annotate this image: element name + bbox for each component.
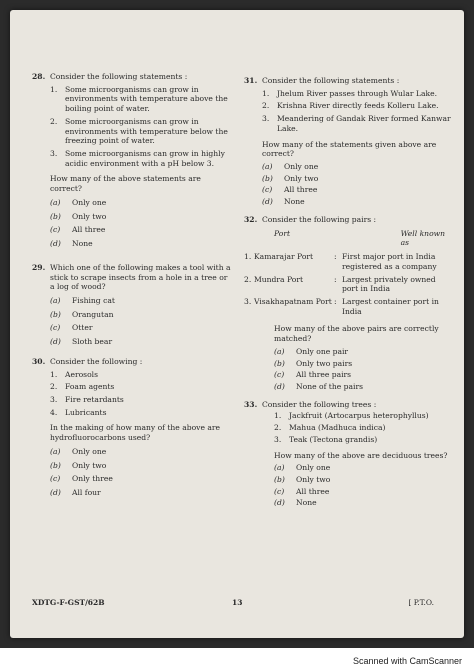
- pair-port: Visakhapatnam Port: [254, 296, 332, 306]
- option: [50, 323, 232, 333]
- option-text: Fishing cat: [72, 295, 115, 305]
- statement: [50, 395, 232, 405]
- option: [50, 239, 232, 249]
- option-letter: (b): [50, 460, 61, 470]
- statement: [262, 114, 454, 133]
- statement-number: 2.: [50, 116, 58, 126]
- statement: [274, 423, 454, 433]
- statement-text: Some microorganisms can grow in highly acidic environment with a pH below 3.: [65, 149, 225, 168]
- option: [274, 359, 454, 369]
- pair-separator: :: [334, 252, 337, 262]
- option-letter: (a): [50, 446, 61, 456]
- option-text: All three: [72, 225, 106, 235]
- option-letter: (b): [274, 358, 285, 368]
- option: [50, 447, 232, 457]
- question-prompt: How many of the above statements are correct?: [50, 174, 201, 194]
- option-letter: (c): [262, 185, 273, 195]
- page-number: 13: [232, 598, 243, 607]
- option-text: Only two: [72, 211, 107, 221]
- option-text: Only two pairs: [296, 358, 353, 368]
- question-number: 33.: [244, 399, 258, 409]
- option-letter: (b): [262, 173, 273, 183]
- option: [262, 197, 454, 207]
- statement: [50, 382, 232, 392]
- statement-text: Fire retardants: [65, 394, 124, 404]
- statement: [50, 149, 232, 168]
- scanner-bar: [0, 648, 474, 670]
- option: [50, 474, 232, 484]
- option-letter: (c): [274, 486, 285, 496]
- statement: [50, 85, 232, 114]
- statement-number: 2.: [50, 382, 58, 392]
- statement: [50, 408, 232, 418]
- pair-number: 1.: [244, 252, 252, 262]
- option: [50, 296, 232, 306]
- option-letter: (d): [274, 498, 285, 508]
- pair-separator: :: [334, 274, 337, 284]
- option-letter: (a): [262, 162, 273, 172]
- option-letter: (c): [50, 323, 61, 333]
- statement-number: 3.: [274, 434, 282, 444]
- question-number: 31.: [244, 76, 258, 85]
- option-letter: (b): [50, 211, 61, 221]
- pair-description: Largest privately owned port in India: [342, 274, 436, 294]
- option: [262, 162, 454, 172]
- option-letter: (d): [274, 381, 285, 391]
- option: [50, 488, 232, 498]
- option-text: Only one: [72, 446, 107, 456]
- option-letter: (b): [274, 475, 285, 484]
- question-29: [32, 263, 232, 347]
- option: [274, 382, 454, 392]
- option-text: Only one: [72, 197, 107, 207]
- option: [50, 212, 232, 222]
- option-text: Only two: [296, 475, 331, 484]
- statement-text: Some microorganisms can grow in environments with temperature above the boiling point of water.: [65, 84, 228, 114]
- option: [274, 475, 454, 485]
- option-text: None: [284, 197, 305, 207]
- column-header-port: Port: [274, 228, 291, 238]
- option-text: Only two: [72, 460, 107, 470]
- statement: [262, 101, 454, 111]
- pairs-header: [244, 229, 454, 248]
- statement-text: Meandering of Gandak River formed Kanwar Lake.: [277, 114, 451, 133]
- question-28: [32, 72, 232, 249]
- question-30: [32, 357, 232, 498]
- option-text: None: [296, 498, 317, 508]
- question-text: Consider the following statements :: [50, 72, 188, 81]
- pair-number: 2.: [244, 274, 252, 284]
- pair-row: [244, 252, 454, 271]
- option-text: Only one pair: [296, 346, 349, 356]
- statement-text: Aerosols: [65, 369, 98, 379]
- question-text: Consider the following :: [50, 356, 143, 366]
- pair-row: [244, 297, 454, 316]
- option-text: Otter: [72, 323, 93, 333]
- option-letter: (c): [50, 225, 61, 235]
- option: [262, 185, 454, 195]
- statement-text: Mahua (Madhuca indica): [289, 423, 386, 433]
- option-text: All three pairs: [296, 370, 352, 380]
- option: [274, 347, 454, 357]
- option: [50, 337, 232, 347]
- option: [274, 370, 454, 380]
- statement: [274, 435, 454, 445]
- statement-number: 4.: [50, 407, 58, 417]
- option-text: Sloth bear: [72, 337, 113, 347]
- column-header-known-as: Well known as: [400, 228, 446, 248]
- pto-label: [ P.T.O.: [408, 598, 434, 607]
- pair-separator: :: [334, 296, 337, 306]
- statement-number: 2.: [262, 101, 270, 111]
- question-text: Which one of the following makes a tool with a stick to scrape insects from a hole in a tree or a log of wood?: [50, 262, 231, 292]
- option-letter: (c): [274, 370, 285, 380]
- question-number: 28.: [32, 72, 46, 81]
- option-text: Only one: [296, 463, 331, 473]
- option-letter: (d): [50, 239, 61, 249]
- option-letter: (b): [50, 309, 61, 319]
- option-text: None of the pairs: [296, 381, 364, 391]
- question-number: 29.: [32, 262, 46, 272]
- statement-text: Some microorganisms can grow in environments with temperature below the freezing point of water.: [65, 116, 228, 146]
- statement-number: 1.: [262, 88, 270, 98]
- question-prompt: How many of the above pairs are correctly matched?: [274, 324, 439, 344]
- question-number: 32.: [244, 214, 258, 224]
- statement-text: Lubricants: [65, 407, 107, 417]
- statement-number: 1.: [274, 411, 282, 421]
- option-letter: (c): [50, 474, 61, 484]
- option-letter: (a): [50, 295, 61, 305]
- statement: [50, 370, 232, 380]
- option: [50, 198, 232, 208]
- pair-number: 3.: [244, 296, 252, 306]
- option: [262, 174, 454, 184]
- option-letter: (d): [50, 488, 61, 497]
- paper-code: XDTG-F-GST/62B: [32, 598, 105, 607]
- right-column: [244, 76, 454, 515]
- question-prompt: How many of the statements given above are correct?: [262, 139, 437, 159]
- option-text: All three: [284, 185, 318, 195]
- pair-port: Kamarajar Port: [254, 252, 314, 262]
- option-letter: (a): [274, 346, 285, 356]
- question-32: [244, 215, 454, 392]
- statement-number: 3.: [262, 114, 270, 124]
- question-33: [244, 400, 454, 508]
- statement-text: Krishna River directly feeds Kolleru Lake.: [277, 101, 439, 111]
- option-text: Only three: [72, 474, 113, 484]
- question-text: Consider the following pairs :: [262, 214, 377, 224]
- option-text: All four: [72, 488, 101, 497]
- statement: [50, 117, 232, 146]
- option-text: All three: [296, 486, 330, 496]
- pair-port: Mundra Port: [254, 274, 304, 284]
- option-letter: (d): [50, 337, 61, 347]
- option-text: Only two: [284, 173, 319, 183]
- option: [50, 461, 232, 471]
- option: [274, 487, 454, 497]
- pair-row: [244, 275, 454, 294]
- option: [50, 225, 232, 235]
- statement-number: 1.: [50, 84, 58, 94]
- statement-text: Jackfruit (Artocarpus heterophyllus): [289, 411, 429, 421]
- option-text: Only one: [284, 162, 319, 172]
- option: [274, 498, 454, 508]
- pair-description: Largest container port in India: [342, 296, 439, 316]
- option-letter: (d): [262, 197, 273, 207]
- statement-number: 2.: [274, 423, 282, 433]
- exam-page: [10, 10, 464, 638]
- question-31: [244, 76, 454, 207]
- statement-number: 3.: [50, 394, 58, 404]
- statement-number: 1.: [50, 369, 58, 379]
- question-text: Consider the following statements :: [262, 76, 400, 85]
- statement-text: Foam agents: [65, 382, 115, 392]
- option: [50, 310, 232, 320]
- statement-number: 3.: [50, 149, 58, 159]
- option-text: None: [72, 239, 93, 249]
- option-text: Orangutan: [72, 309, 114, 319]
- option-letter: (a): [274, 463, 285, 473]
- statement-text: Jhelum River passes through Wular Lake.: [277, 88, 437, 98]
- statement: [262, 89, 454, 99]
- statement-text: Teak (Tectona grandis): [289, 434, 378, 444]
- option-letter: (a): [50, 197, 61, 207]
- option: [274, 463, 454, 473]
- question-prompt: In the making of how many of the above are hydrofluorocarbons used?: [50, 423, 221, 443]
- statement: [274, 411, 454, 421]
- question-prompt: How many of the above are deciduous trees?: [274, 450, 448, 460]
- left-column: [32, 72, 232, 505]
- pair-description: First major port in India registered as a company: [342, 252, 437, 271]
- question-text: Consider the following trees :: [262, 399, 377, 409]
- question-number: 30.: [32, 356, 46, 366]
- scanner-watermark: Scanned with CamScanner: [352, 656, 462, 666]
